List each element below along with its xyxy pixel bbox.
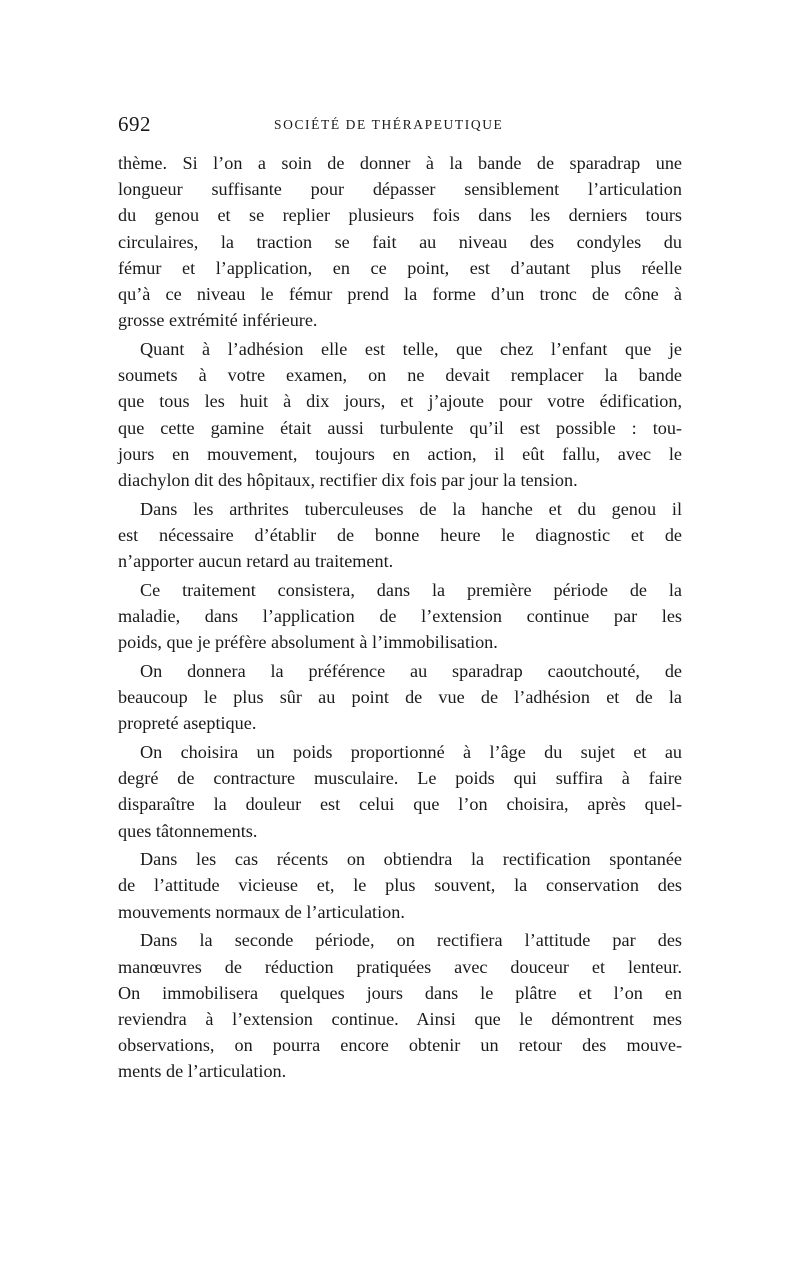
text-line: jours en mouvement, toujours en action, il eût fallu, avec le <box>118 443 682 464</box>
text-line: On immobilisera quelques jours dans le plâtre et l’on en <box>118 982 682 1003</box>
running-head <box>118 112 682 142</box>
page-number: 692 <box>118 112 151 136</box>
text-line: que cette gamine était aussi turbulente qu’il est possible : tou- <box>118 417 682 438</box>
text-line: On choisira un poids proportionné à l’âge du sujet et au <box>140 741 682 762</box>
body-text <box>118 150 682 1085</box>
text-line: circulaires, la traction se fait au niveau des condyles du <box>118 231 682 252</box>
paragraph-4 <box>118 577 682 656</box>
text-line: poids, que je préfère absolument à l’immobilisation. <box>118 632 498 653</box>
text-line: grosse extrémité inférieure. <box>118 310 318 331</box>
text-line: manœuvres de réduction pratiquées avec douceur et lenteur. <box>118 956 682 977</box>
text-line: que tous les huit à dix jours, et j’ajoute pour votre édification, <box>118 391 682 412</box>
running-title: SOCIÉTÉ DE THÉRAPEUTIQUE <box>274 117 504 132</box>
text-line: observations, on pourra encore obtenir un retour des mouve- <box>118 1035 682 1056</box>
text-line: est nécessaire d’établir de bonne heure le diagnostic et de <box>118 524 682 545</box>
text-line: propreté aseptique. <box>118 713 257 734</box>
text-line: Quant à l’adhésion elle est telle, que chez l’enfant que je <box>140 338 682 359</box>
paragraph-7 <box>118 846 682 925</box>
text-line: Dans les arthrites tuberculeuses de la hanche et du genou il <box>140 498 682 519</box>
paragraph-2 <box>118 336 682 493</box>
text-line: longueur suffisante pour dépasser sensiblement l’articulation <box>118 179 682 200</box>
text-line: Dans la seconde période, on rectifiera l’attitude par des <box>140 930 682 951</box>
paragraph-6 <box>118 739 682 844</box>
text-line: thème. Si l’on a soin de donner à la bande de sparadrap une <box>118 153 682 173</box>
text-line: Ce traitement consistera, dans la première période de la <box>140 579 682 600</box>
text-line: de l’attitude vicieuse et, le plus souvent, la conservation des <box>118 875 682 896</box>
book-page <box>118 112 682 1087</box>
text-line: degré de contracture musculaire. Le poids qui suffira à faire <box>118 768 682 789</box>
text-line: diachylon dit des hôpitaux, rectifier dix fois par jour la tension. <box>118 469 578 490</box>
text-line: Dans les cas récents on obtiendra la rectification spontanée <box>140 849 682 870</box>
text-line: soumets à votre examen, on ne devait remplacer la bande <box>118 365 682 386</box>
text-line: reviendra à l’extension continue. Ainsi que le démontrent mes <box>118 1009 682 1029</box>
text-line: du genou et se replier plusieurs fois dans les derniers tours <box>118 205 682 226</box>
text-line: ments de l’articulation. <box>118 1061 287 1082</box>
text-line: qu’à ce niveau le fémur prend la forme d’un tronc de cône à <box>118 284 682 305</box>
text-line: n’apporter aucun retard au traitement. <box>118 551 394 572</box>
text-line: mouvements normaux de l’articulation. <box>118 901 405 922</box>
text-line: maladie, dans l’application de l’extension continue par les <box>118 605 682 626</box>
paragraph-3 <box>118 496 682 575</box>
paragraph-8 <box>118 927 682 1084</box>
text-line: ques tâtonnements. <box>118 820 258 841</box>
paragraph-1 <box>118 150 682 333</box>
text-line: disparaître la douleur est celui que l’on choisira, après quel- <box>118 794 682 815</box>
paragraph-5 <box>118 658 682 737</box>
text-line: beaucoup le plus sûr au point de vue de l’adhésion et de la <box>118 687 682 708</box>
text-line: On donnera la préférence au sparadrap caoutchouté, de <box>140 660 682 681</box>
text-line: fémur et l’application, en ce point, est d’autant plus réelle <box>118 257 682 278</box>
